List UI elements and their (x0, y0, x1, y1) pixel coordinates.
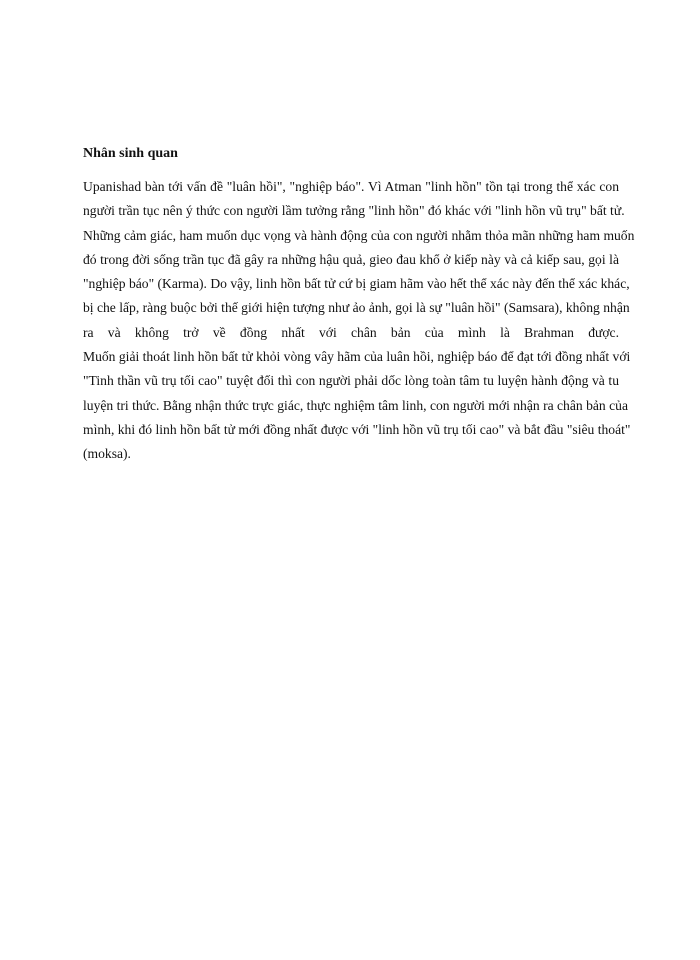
paragraph-line: Muốn giải thoát linh hồn bất tử khỏi vòng vây hãm của luân hồi, nghiệp báo để đạt tới đồng nhất với (83, 349, 631, 365)
paragraph-line: ra và không trở về đồng nhất với chân bản của mình là Brahman được. (83, 324, 619, 340)
section-heading: Nhân sinh quan (83, 146, 178, 161)
paragraph-line: bị che lấp, ràng buộc bởi thế giới hiện tượng như ảo ảnh, gọi là sự "luân hồi" (Samsara), không nhận (83, 300, 630, 316)
paragraph-line: mình, khi đó linh hồn bất tử mới đồng nhất được với "linh hồn vũ trụ tối cao" và bắt đầu "siêu thoát" (83, 421, 631, 437)
paragraph-line: "nghiệp báo" (Karma). Do vậy, linh hồn bất tử cứ bị giam hãm vào hết thể xác này đến thể xác khác, (83, 276, 630, 292)
body-paragraph (83, 175, 635, 467)
paragraph-line: Những cảm giác, ham muốn dục vọng và hành động của con người nhằm thỏa mãn những ham muốn (83, 227, 635, 243)
paragraph-line: đó trong đời sống trần tục đã gây ra những hậu quả, gieo đau khổ ở kiếp này và cả kiếp sau, gọi là (83, 251, 619, 267)
paragraph-line: (moksa). (83, 446, 131, 462)
paragraph-line: Upanishad bàn tới vấn đề "luân hồi", "nghiệp báo". Vì Atman "linh hồn" tồn tại trong thể xác con (83, 179, 619, 194)
paragraph-line: "Tinh thần vũ trụ tối cao" tuyệt đối thì con người phải dốc lòng toàn tâm tu luyện hành động và tu (83, 373, 619, 389)
paragraph-line: luyện tri thức. Bằng nhận thức trực giác, thực nghiệm tâm linh, con người mới nhận ra chân bản của (83, 397, 628, 413)
paragraph-line: người trần tục nên ý thức con người lầm tưởng rằng "linh hồn" đó khác với "linh hồn vũ trụ" bất tử. (83, 203, 625, 219)
